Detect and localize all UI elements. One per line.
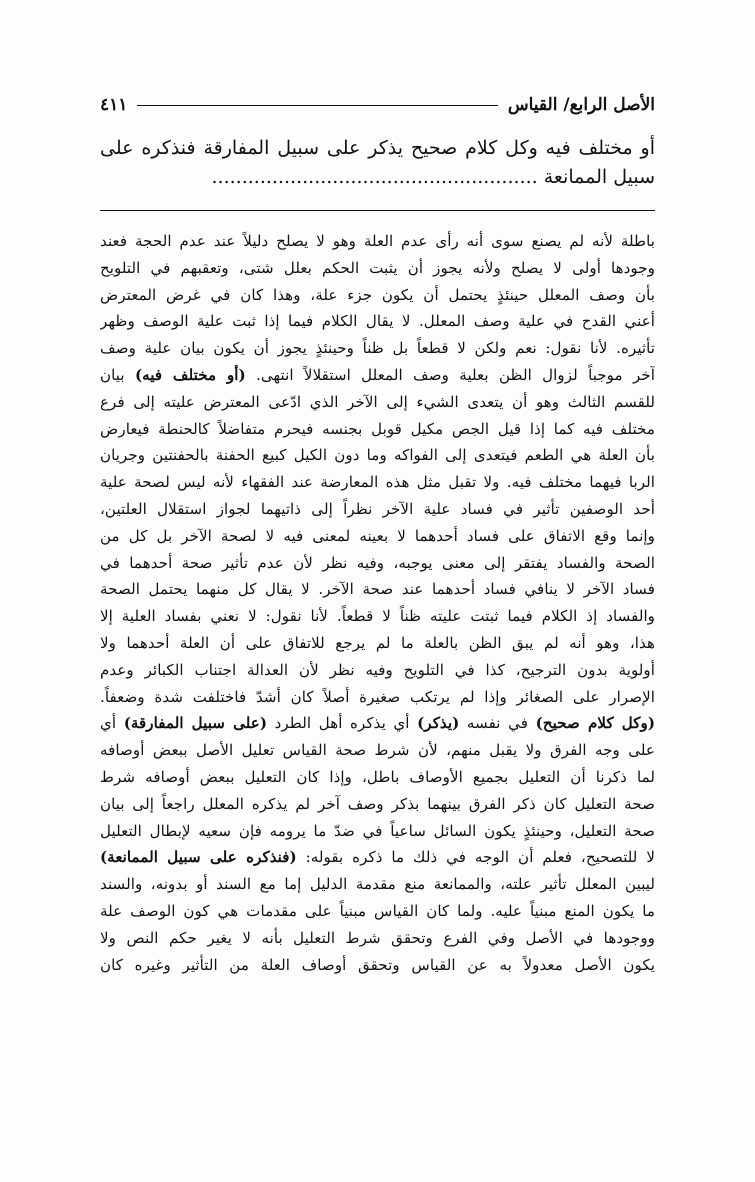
matn-quote: (على سبيل المفارقة) xyxy=(123,714,268,733)
commentary-line: بأن وصف المعلل حينئذٍ يحتمل أن يكون جزء علة، وهذا كان في غرض المعترض xyxy=(100,285,655,304)
commentary-line: ووجودها في الأصل وفي الفرع وتحقق شرط التعليل بأنه لا يغير حكم النص ولا xyxy=(100,928,655,947)
section-divider xyxy=(100,210,655,211)
header-title: الأصل الرابع/ القياس xyxy=(507,95,655,115)
commentary-line: والفساد إذ الكلام فيما ثبتت عليته ظناً لا قطعاً. لأنا نقول: لا نعني بفساد العلية إلا xyxy=(100,607,655,626)
matn-quote: (يذكر) xyxy=(417,714,460,733)
commentary-line: أعني القدح في علية وصف المعلل. لا يقال الكلام فيما إذا ثبت علية الوصف وظهر xyxy=(100,312,655,331)
commentary-line: يكون الأصل معدولاً به عن القياس وتحقق أوصاف العلة من التأثير وغيره كان xyxy=(100,955,655,974)
commentary-line: الصحة والفساد يفتقر إلى معنى يوجبه، وفيه نظر لأن عدم تأثير صحة أحدهما في xyxy=(100,553,655,572)
commentary-line: (وكل كلام صحيح) في نفسه (يذكر) أي يذكره أهل الطرد (على سبيل المفارقة) أي xyxy=(100,714,655,733)
commentary-line: ليبين المعلل تأثير علته، والممانعة منع مقدمة الدليل إما مع السند أو بدونه، والسند xyxy=(100,875,655,894)
commentary-line: الإصرار على الصغائر وإذا لم يرتكب صغيرة أصلاً كان أشدّ فاختلفت شدة وضعفاً. xyxy=(100,687,655,706)
commentary-line: باطلة لأنه لم يصنع سوى أنه رأى عدم العلة وهو لا يصلح دليلاً عند عدم الحجة فعند xyxy=(100,232,655,250)
commentary-line: على وجه الفرق ولا يقبل منهم، لأن شرط صحة القياس تعليل الأصل ببعض أوصافه xyxy=(100,741,655,760)
commentary-line: فساد الآخر لا ينافي فساد أحدهما عند صحة الآخر. لا يقال كل منهما يحتمل الصحة xyxy=(100,580,655,599)
commentary-line: ما يكون المنع مبنياً عليه. ولما كان القياس مبنياً على مقدمات هي كون الوصف علة xyxy=(100,901,655,920)
commentary-line: آخر موجباً لزوال الظن بعلية وصف المعلل استقلالاً انتهى. (أو مختلف فيه) بيان xyxy=(100,365,655,384)
commentary-line: صحة التعليل كان ذكر الفرق بينهما بذكر وصف آخر لم يذكره المعلل راجعاً إلى بيان xyxy=(100,794,655,813)
commentary-line: هذا، وهو أنه لم يبق الظن بالعلة ما لم يرجع للاتفاق على أن العلة أحدهما ولا xyxy=(100,633,655,652)
commentary-line: للقسم الثالث وهو أن يتعدى الشيء إلى الآخر الذي ادّعى المعترض عليته إلى فرع xyxy=(100,392,655,411)
matn-quote: (فنذكره على سبيل الممانعة) xyxy=(100,848,297,867)
commentary-line: الربا فيهما مختلف فيه. ولا تقبل مثل هذه المعارضة عند الفقهاء لأنه ليس لصحة علية xyxy=(100,473,655,492)
commentary-line: مختلف فيه كما إذا قيل الجص مكيل قوبل بجنسه فيحرم متفاضلاً كالحنطة فيعارض xyxy=(100,419,655,438)
commentary-line: أحد الوصفين تأثير في فساد علية الآخر نظراً إلى ذاتيهما لجواز استقلال العلتين، xyxy=(100,499,655,518)
matn-sentence: أو مختلف فيه وكل كلام صحيح يذكر على سبيل المفارقة فنذكره على سبيل الممانعة xyxy=(100,137,655,188)
commentary-line: أولوية بدون الترجيح، كذا في التلويح وفيه نظر لأن العدالة اجتناب الكبائر وعدم xyxy=(100,660,655,679)
matn-text xyxy=(100,134,655,192)
matn-quote: (أو مختلف فيه) xyxy=(134,365,246,384)
running-header xyxy=(100,93,655,117)
header-rule xyxy=(137,105,497,106)
commentary-line: وجودها أولى لا يصلح ولأنه يجوز أن يثبت الحكم بعلل شتى، وتعقبهم في التلويح xyxy=(100,258,655,277)
commentary-line: وإنما وقع الاتفاق على فساد أحدهما لا بعينه لمعنى فيه لا لصحة الآخر بل كل من xyxy=(100,526,655,545)
matn-quote: (وكل كلام صحيح) xyxy=(535,714,655,733)
commentary-text xyxy=(100,228,655,978)
commentary-line: بأن العلة هي الطعم فيتعدى إلى الفواكه وما دون الكيل كبيع الحفنة بالحفنتين وجريان xyxy=(100,446,655,465)
commentary-line: تأثيره. لأنا نقول: نعم ولكن لا قطعاً بل ظناً وحينئذٍ يجوز أن يكون بيان علية وصف xyxy=(100,339,655,358)
commentary-line: لما ذكرنا أن التعليل بجميع الأوصاف باطل، وإذا كان التعليل ببعض أوصافه شرط xyxy=(100,767,655,786)
matn-dots: ...................................................... xyxy=(211,166,538,188)
commentary-line: صحة التعليل، وحينئذٍ يكون السائل ساعياً في ضدّ ما يرومه فإن سعيه لإبطال التعليل xyxy=(100,821,655,840)
commentary-line: لا للتصحيح، فعلم أن الوجه في ذلك ما ذكره بقوله: (فنذكره على سبيل الممانعة) xyxy=(100,848,655,867)
page-number: ٤١١ xyxy=(100,95,128,115)
